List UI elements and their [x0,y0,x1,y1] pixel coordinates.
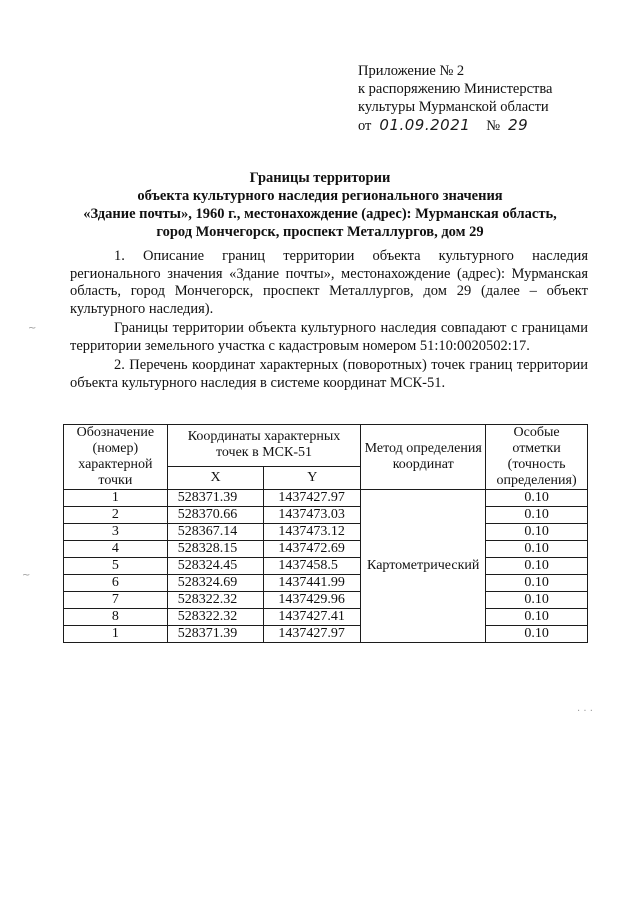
appendix-line-3: культуры Мурманской области [358,99,549,115]
appendix-date-line [358,116,618,135]
header-y: Y [264,466,361,489]
y-coordinate-cell: 1437473.03 [264,507,361,524]
point-number-cell: 1 [64,490,168,507]
table-row [64,507,588,524]
title-line-4: город Мончегорск, проспект Металлургов, дом 29 [156,224,484,240]
x-coordinate-cell: 528371.39 [167,626,264,643]
x-coordinate-cell: 528370.66 [167,507,264,524]
x-coordinate-cell: 528328.15 [167,541,264,558]
date-prefix: от [358,118,372,134]
document-body [70,248,588,392]
x-coordinate-cell: 528324.45 [167,558,264,575]
x-coordinate-cell: 528367.14 [167,524,264,541]
scan-artifact: ~ [22,570,31,581]
x-coordinate-cell: 528322.32 [167,609,264,626]
accuracy-cell: 0.10 [486,507,588,524]
x-coordinate-cell: 528371.39 [167,490,264,507]
accuracy-cell: 0.10 [486,592,588,609]
appendix-line-1: Приложение № 2 [358,63,465,79]
y-coordinate-cell: 1437441.99 [264,575,361,592]
coordinates-rows [64,490,588,643]
scan-artifact: ~ [28,323,37,334]
point-number-cell: 6 [64,575,168,592]
y-coordinate-cell: 1437473.12 [264,524,361,541]
accuracy-cell: 0.10 [486,541,588,558]
handwritten-number: 29 [508,116,529,134]
title-line-2: объекта культурного наследия регионального значения [137,188,503,204]
number-prefix: № [486,118,501,134]
header-x: X [167,466,264,489]
accuracy-cell: 0.10 [486,490,588,507]
table-row [64,524,588,541]
accuracy-cell: 0.10 [486,558,588,575]
table-row [64,575,588,592]
point-number-cell: 5 [64,558,168,575]
point-number-cell: 8 [64,609,168,626]
header-coordinates: Координаты характерных точек в МСК-51 [167,425,361,467]
point-number-cell: 4 [64,541,168,558]
title-line-3: «Здание почты», 1960 г., местонахождение (адрес): Мурманская область, [83,206,557,222]
scan-artifact: · · · [577,706,593,717]
title-line-1: Границы территории [249,170,391,186]
header-notes: Особые отметки (точность определения) [486,425,588,490]
point-number-cell: 1 [64,626,168,643]
table-row [64,609,588,626]
accuracy-cell: 0.10 [486,524,588,541]
handwritten-date: 01.09.2021 [379,116,471,134]
y-coordinate-cell: 1437458.5 [264,558,361,575]
header-designation: Обозначение (номер) характерной точки [64,425,168,490]
paragraph-boundary-description: 1. Описание границ территории объекта культурного наследия регионального значения «Здание почты», местонахождение (адрес): Мурманская область, город Мончегорск, проспект Металлургов, дом 29 (далее – объект культурного наследия). [70,248,588,317]
point-number-cell: 2 [64,507,168,524]
table-row [64,541,588,558]
appendix-block [358,62,618,135]
table-row [64,558,588,575]
y-coordinate-cell: 1437427.97 [264,626,361,643]
y-coordinate-cell: 1437429.96 [264,592,361,609]
y-coordinate-cell: 1437427.97 [264,490,361,507]
table-row [64,490,588,507]
table-row [64,592,588,609]
y-coordinate-cell: 1437472.69 [264,541,361,558]
x-coordinate-cell: 528322.32 [167,592,264,609]
accuracy-cell: 0.10 [486,626,588,643]
point-number-cell: 7 [64,592,168,609]
paragraph-coordinates-list: 2. Перечень координат характерных (поворотных) точек границ территории объекта культурного наследия в системе координат МСК-51. [70,357,588,391]
accuracy-cell: 0.10 [486,609,588,626]
appendix-line-2: к распоряжению Министерства [358,81,553,97]
header-method: Метод определения координат [361,425,486,490]
paragraph-cadastral: Границы территории объекта культурного наследия совпадают с границами территории земельного участка с кадастровым номером 51:10:0020502:17. [70,320,588,354]
y-coordinate-cell: 1437427.41 [264,609,361,626]
accuracy-cell: 0.10 [486,575,588,592]
coordinates-table [63,424,588,643]
table-row [64,626,588,643]
point-number-cell: 3 [64,524,168,541]
method-cell: Картометрический [361,490,486,643]
x-coordinate-cell: 528324.69 [167,575,264,592]
document-title [40,169,600,241]
